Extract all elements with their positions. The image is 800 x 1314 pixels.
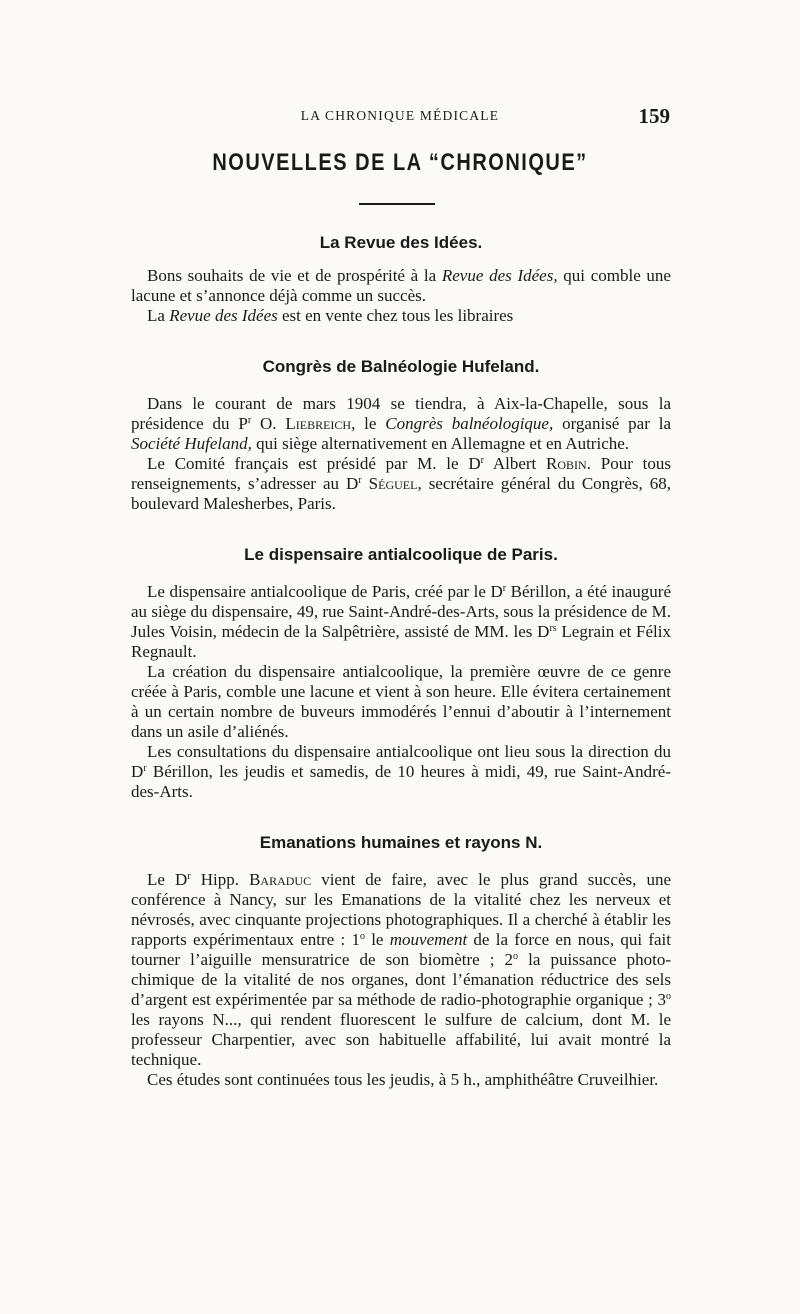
paragraph: Bons souhaits de vie et de prospérité à la Revue des Idées, qui comble une lacune et s’annonce déjà comme un succès. (131, 266, 671, 305)
paragraph: La Revue des Idées est en vente chez tous les libraires (147, 306, 514, 325)
paragraph: Le Comité français est présidé par M. le $D^r$ Albert Robin. Pour tous renseignements, s’adresser au $D^r$ Séguel, secrétaire général du Congrès, 68, boulevard Malesherbes, Paris. (131, 454, 671, 513)
article-body (131, 222, 671, 1090)
running-title: LA CHRONIQUE MÉDICALE (300, 108, 500, 123)
paragraph: La création du dispensaire antialcoolique, la première œuvre de ce genre créée à Paris, comble une lacune et vient à son heure. Elle évitera certainement à un certain nombre de buveurs immodérés l’ennui d’aboutir à l’internement dans un asile d’aliénés. (131, 662, 671, 741)
section-heading-dispensaire: Le dispensaire antialcoolique de Paris. (244, 545, 558, 564)
paragraph: Les consultations du dispensaire antialcoolique ont lieu sous la direction du $D^r$ Bérillon, les jeudis et samedis, de 10 heures à midi, 49, rue Saint-André-des-Arts. (131, 742, 671, 801)
paragraph: Ces études sont continuées tous les jeudis, à 5 h., amphithéâtre Cruveilhier. (147, 1070, 659, 1089)
paragraph: Dans le courant de mars 1904 se tiendra, à Aix-la-Chapelle, sous la présidence du $P^r$ O. Liebreich, le Congrès balnéologique, organisé par la Société Hufeland, qui siège alternativement en Allemagne et en Autriche. (131, 394, 671, 453)
page-number: 159 (638, 104, 670, 128)
paragraph: Le dispensaire antialcoolique de Paris, créé par le $D^r$ Bérillon, a été inauguré au siège du dispensaire, 49, rue Saint-André-des-Arts, sous la présidence de M. Jules Voisin, médecin de la Salpêtrière, assisté de MM. les $D^{rs}$ Legrain et Félix Regnault. (131, 582, 671, 661)
title-rule (359, 203, 435, 205)
running-header (0, 104, 800, 130)
section-heading-revue-des-idees: La Revue des Idées. (319, 233, 483, 252)
section-heading-congres-balneologie: Congrès de Balnéologie Hufeland. (262, 357, 540, 376)
section-heading-emanations: Emanations humaines et rayons N. (259, 833, 543, 852)
paragraph: Le $D^r$ Hipp. Baraduc vient de faire, avec le plus grand succès, une conférence à Nancy, sur les Emanations de la vitalité chez les nerveux et névrosés, avec cinquante projections photographiques. Il a cherché à établir les rapports expérimentaux entre : 1$^o$ le mouvement de la force en nous, qui fait tourner l’aiguille mensuratrice de son biomètre ; 2$^o$ la puissance photo-chimique de la vitalité de nos organes, dont l’émanation réductrice des sels d’argent est expérimentée par sa méthode de radio-photographie organique ; 3$^o$ les rayons N..., qui rendent fluorescent le sulfure de calcium, dont M. le professeur Charpentier, avec son habituelle affabilité, lui avait montré la technique. (131, 870, 671, 1069)
main-title: NOUVELLES DE LA “CHRONIQUE” (212, 149, 588, 177)
